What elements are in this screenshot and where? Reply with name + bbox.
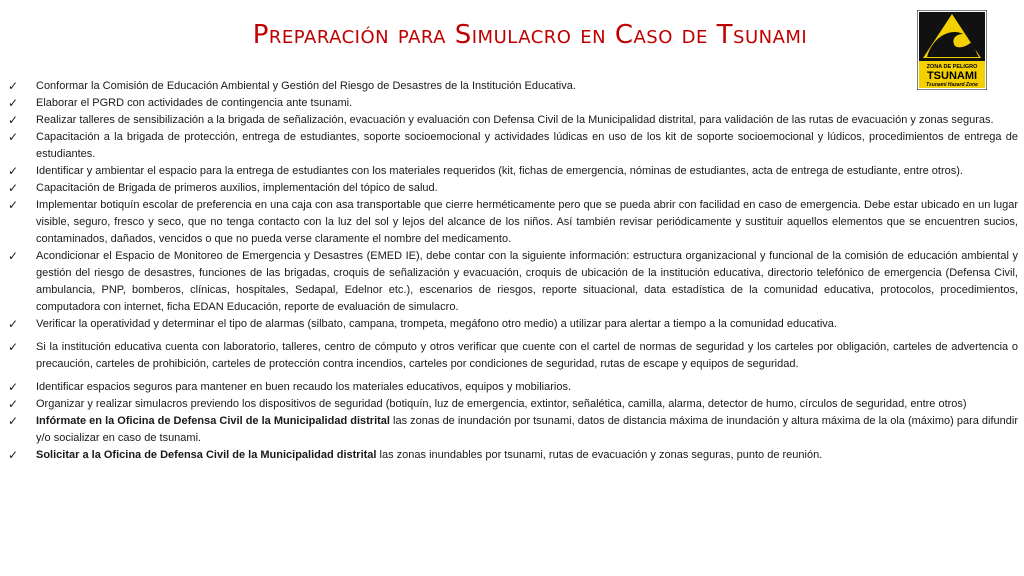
check-icon: ✓ xyxy=(8,130,19,144)
list-item xyxy=(8,339,1018,373)
check-icon: ✓ xyxy=(8,113,19,127)
sign-line1: ZONA DE PELIGRO xyxy=(926,64,978,70)
list-item xyxy=(8,396,1018,413)
item-text: Conformar la Comisión de Educación Ambiental y Gestión del Riesgo de Desastres de la Institución Educativa. xyxy=(36,80,576,92)
item-text: Identificar y ambientar el espacio para la entrega de estudiantes con los materiales requeridos (kit, fichas de emergencia, nóminas de estudiantes, acta de entrega de estudiante, entre otros). xyxy=(36,165,963,177)
item-text: Identificar espacios seguros para mantener en buen recaudo los materiales educativos, equipos y mobiliarios. xyxy=(36,381,572,393)
list-item xyxy=(8,78,1018,95)
check-icon: ✓ xyxy=(8,448,19,462)
item-text: Organizar y realizar simulacros previendo los dispositivos de seguridad (botiquín, luz de emergencia, extintor, señalética, camilla, alarma, detector de humo, círculos de seguridad, entre otros) xyxy=(36,398,967,410)
list-item xyxy=(8,129,1018,163)
page-title: Preparación para Simulacro en Caso de Tsunami xyxy=(252,20,808,50)
sign-line3: Tsunami Hazard Zone xyxy=(926,82,978,88)
item-text: Implementar botiquín escolar de preferencia en una caja con asa transportable que cierre herméticamente pero que se pueda abrir con facilidad en caso de emergencia. Debe estar ubicado en un lugar visible, seguro, fresco y seco, que no tenga contacto con la luz del sol y lejos del alcance de los niños. Así también revisar periódicamente y sustituir aquellos elementos que se encuentren sucios, contaminados, dañados, vencidos o que no pueda verse claramente el nombre del medicamento. xyxy=(36,199,1018,245)
check-icon: ✓ xyxy=(8,397,19,411)
sign-line2: TSUNAMI xyxy=(926,70,978,82)
list-item xyxy=(8,379,1018,396)
list-item xyxy=(8,112,1018,129)
check-icon: ✓ xyxy=(8,181,19,195)
list-item xyxy=(8,413,1018,447)
check-icon: ✓ xyxy=(8,96,19,110)
check-icon: ✓ xyxy=(8,317,19,331)
item-text: las zonas inundables por tsunami, rutas de evacuación y zonas seguras, punto de reunión. xyxy=(376,449,823,461)
list-item xyxy=(8,316,1018,333)
list-item xyxy=(8,447,1018,464)
check-icon: ✓ xyxy=(8,164,19,178)
check-icon: ✓ xyxy=(8,380,19,394)
list-item xyxy=(8,248,1018,316)
check-icon: ✓ xyxy=(8,249,19,263)
item-text: Acondicionar el Espacio de Monitoreo de Emergencia y Desastres (EMED IE), debe contar con la siguiente información: estructura organizacional y funcional de la comisión de educación ambiental y gestión del riesgo de desastres, funciones de las brigadas, croquis de señalización y evacuación, croquis de ubicación de la institución educativa, directorio telefónico de emergencia (Defensa Civil, ambulancia, PNP, bomberos, clínicas, hospitales, Sedapal, Edelnor etc.), escenarios de riesgos, reporte situacional, data estadística de la comunidad educativa, protocolos, procedimientos, computadora con internet, ficha EDAN Educación, reporte de evaluación de simulacro. xyxy=(36,250,1018,313)
item-text: Realizar talleres de sensibilización a la brigada de señalización, evacuación y evaluación con Defensa Civil de la Municipalidad distrital, para validación de las rutas de evacuación y zonas seguras. xyxy=(36,114,994,126)
check-icon: ✓ xyxy=(8,414,19,428)
item-text: Capacitación de Brigada de primeros auxilios, implementación del tópico de salud. xyxy=(36,182,438,194)
item-bold-text: Infórmate en la Oficina de Defensa Civil de la Municipalidad distrital xyxy=(36,415,390,427)
list-item xyxy=(8,163,1018,180)
item-text: Capacitación a la brigada de protección, entrega de estudiantes, soporte socioemocional y actividades lúdicas en uso de los kit de soporte socioemocional y lúdicos, procedimientos de entrega de estudiantes. xyxy=(36,131,1018,160)
check-icon: ✓ xyxy=(8,340,19,354)
check-icon: ✓ xyxy=(8,198,19,212)
check-icon: ✓ xyxy=(8,79,19,93)
list-item xyxy=(8,197,1018,248)
item-bold-text: Solicitar a la Oficina de Defensa Civil de la Municipalidad distrital xyxy=(36,449,377,461)
item-text: Elaborar el PGRD con actividades de contingencia ante tsunami. xyxy=(36,97,353,109)
checklist xyxy=(8,78,1018,464)
item-text: Si la institución educativa cuenta con laboratorio, talleres, centro de cómputo y otros verificar que cuente con el cartel de normas de seguridad y los carteles por obligación, carteles de advertencia o precaución, carteles de prohibición, carteles de protección contra incendios, carteles por condiciones de seguridad, rutas de escape y equipos de seguridad. xyxy=(36,341,1018,370)
item-text: las zonas de inundación por tsunami, datos de distancia máxima de inundación y altura máxima de la ola (máximo) para difundir y/o socializar en caso de tsunami. xyxy=(36,415,1018,444)
item-text: Verificar la operatividad y determinar el tipo de alarmas (silbato, campana, trompeta, megáfono otro medio) a utilizar para alertar a tiempo a la comunidad educativa. xyxy=(36,318,837,330)
list-item xyxy=(8,95,1018,112)
list-item xyxy=(8,180,1018,197)
